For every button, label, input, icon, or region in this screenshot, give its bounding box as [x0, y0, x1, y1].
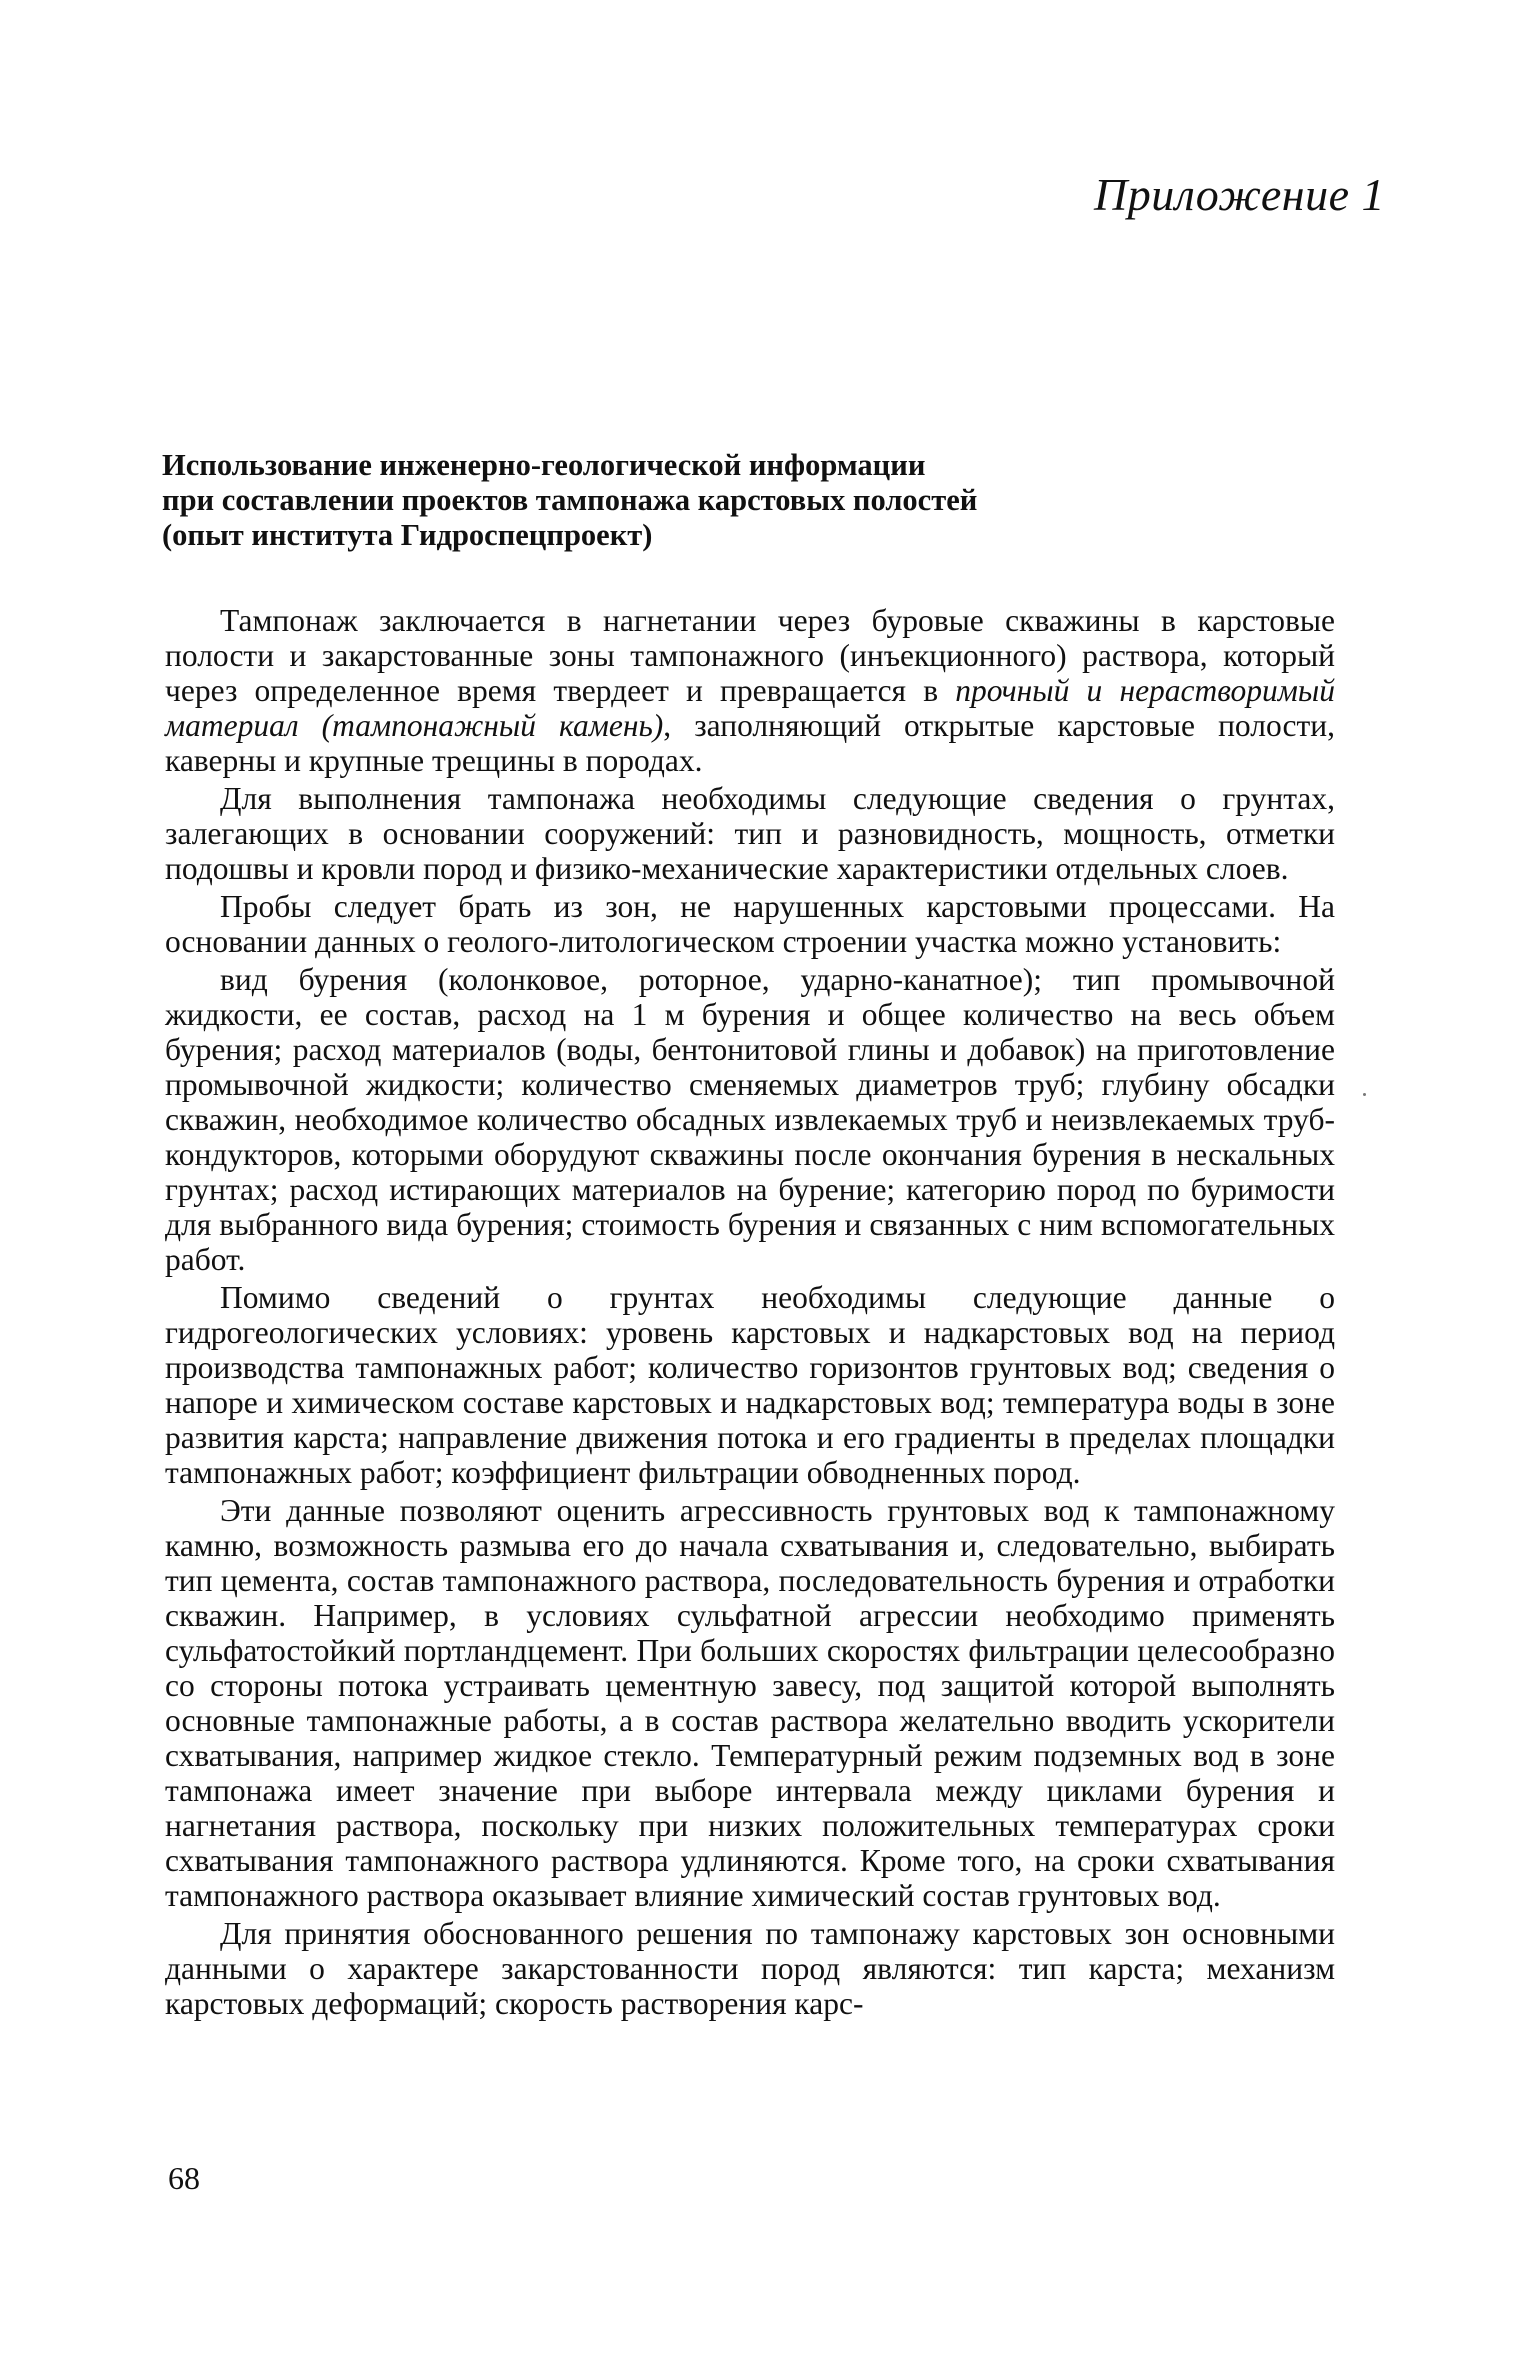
- scan-speck: [1363, 1093, 1366, 1096]
- paragraph-2: Для выполнения тампонажа необходимы следующие сведения о грунтах, залегающих в основании сооружений: тип и разновидность, мощность, отметки подошвы и кровли пород и физико-механические характеристики отдельных слоев.: [165, 781, 1335, 886]
- title-line-2: при составлении проектов тампонажа карстовых полостей: [162, 483, 978, 517]
- paragraph-3: Пробы следует брать из зон, не нарушенных карстовыми процессами. На основании данных о геолого-литологическом строении участка можно установить:: [165, 889, 1335, 959]
- paragraph-1-start: Тампонаж заключается в нагнетании через буровые скважины в карстовые полости и закарстованные зоны тампонажного (инъекционного) раствора, который через определенное время твердеет и превращается в: [165, 603, 1335, 708]
- body-text: [165, 603, 1335, 2024]
- title-line-3: (опыт института Гидроспецпроект): [162, 518, 653, 552]
- page-number: 68: [168, 2160, 200, 2196]
- paragraph-6: Эти данные позволяют оценить агрессивность грунтовых вод к тампонажному камню, возможность размыва его до начала схватывания и, следовательно, выбирать тип цемента, состав тампонажного раствора, последовательность бурения и отработки скважин. Например, в условиях сульфатной агрессии необходимо применять сульфатостойкий портландцемент. При больших скоростях фильтрации целесообразно со стороны потока устраивать цементную завесу, под защитой которой выполнять основные тампонажные работы, а в состав раствора желательно вводить ускорители схватывания, например жидкое стекло. Температурный режим подземных вод в зоне тампонажа имеет значение при выборе интервала между циклами бурения и нагнетания раствора, поскольку при низких положительных температурах сроки схватывания тампонажного раствора удлиняются. Кроме того, на сроки схватывания тампонажного раствора оказывает влияние химический состав грунтовых вод.: [165, 1493, 1335, 1913]
- paragraph-4: вид бурения (колонковое, роторное, ударно-канатное); тип промывочной жидкости, ее состав, расход на 1 м бурения и общее количество на весь объем бурения; расход материалов (воды, бентонитовой глины и добавок) на приготовление промывочной жидкости; количество сменяемых диаметров труб; глубину обсадки скважин, необходимое количество обсадных извлекаемых труб и неизвлекаемых труб-кондукторов, которыми оборудуют скважины после окончания бурения в нескальных грунтах; расход истирающих материалов на бурение; категорию пород по буримости для выбранного вида бурения; стоимость бурения и связанных с ним вспомогательных работ.: [165, 962, 1335, 1277]
- paragraph-1-end: , заполняющий открытые карстовые полости, каверны и крупные трещины в породах.: [165, 708, 1335, 778]
- paragraph-1-italic: прочный и нерастворимый материал (тампонажный камень): [165, 673, 1335, 743]
- paragraph-1: [165, 603, 1335, 778]
- appendix-label: Приложение 1: [1093, 169, 1385, 220]
- paragraph-7: Для принятия обоснованного решения по тампонажу карстовых зон основными данными о характере закарстованности пород являются: тип карста; механизм карстовых деформаций; скорость растворения карс-: [165, 1916, 1335, 2021]
- paragraph-5: Помимо сведений о грунтах необходимы следующие данные о гидрогеологических условиях: уровень карстовых и надкарстовых вод на период производства тампонажных работ; количество горизонтов грунтовых вод; сведения о напоре и химическом составе карстовых и надкарстовых вод; температура воды в зоне развития карста; направление движения потока и его градиенты в пределах площадки тампонажных работ; коэффициент фильтрации обводненных пород.: [165, 1280, 1335, 1490]
- title-line-1: Использование инженерно-геологической информации: [162, 448, 926, 482]
- article-title: [162, 448, 1362, 553]
